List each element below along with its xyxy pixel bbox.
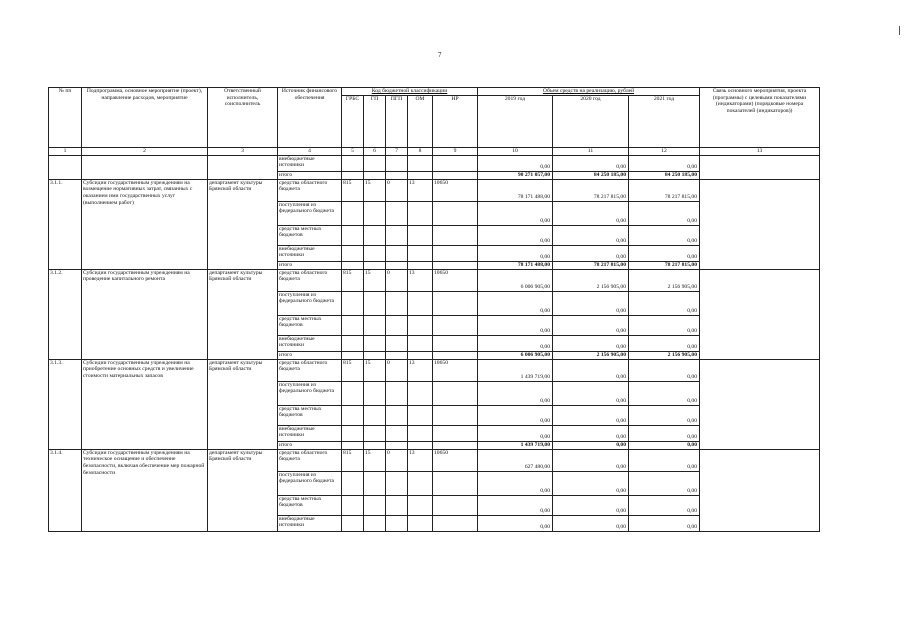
- amount-cell: 78 217 815,00: [629, 261, 700, 269]
- budget-code-cell: [364, 515, 386, 531]
- budget-code-cell: 0: [386, 449, 408, 471]
- item-number: 3.1.1.: [49, 179, 82, 269]
- budget-code-cell: [408, 351, 433, 359]
- amount-cell: 78 217 815,00: [553, 261, 629, 269]
- source-label: средства областного бюджета: [278, 359, 342, 381]
- amount-cell: 0,00: [553, 335, 629, 351]
- column-number: 13: [700, 148, 820, 156]
- column-number: 9: [433, 148, 478, 156]
- amount-cell: 78 217 815,00: [553, 179, 629, 201]
- amount-cell: 627 480,00: [478, 449, 553, 471]
- source-label: средства местных бюджетов: [278, 225, 342, 245]
- source-label: итого: [278, 171, 342, 179]
- header-2021: 2021 год: [629, 96, 700, 148]
- amount-cell: 0,00: [629, 405, 700, 425]
- amount-cell: 0,00: [629, 381, 700, 405]
- budget-code-cell: 13: [408, 449, 433, 471]
- column-number: 8: [408, 148, 433, 156]
- source-label: внебюджетные источники: [278, 335, 342, 351]
- amount-cell: 0,00: [629, 449, 700, 471]
- budget-code-cell: 15: [364, 269, 386, 291]
- amount-cell: 0,00: [478, 201, 553, 225]
- budget-code-cell: [386, 261, 408, 269]
- table-row: [49, 449, 820, 471]
- budget-code-cell: 10650: [433, 449, 478, 471]
- source-label: поступления из федерального бюджета: [278, 471, 342, 495]
- indicator-link-cell: [700, 449, 820, 531]
- header-num: № пп: [49, 88, 82, 148]
- source-label: поступления из федерального бюджета: [278, 291, 342, 315]
- budget-code-cell: [364, 315, 386, 335]
- budget-code-cell: [386, 425, 408, 441]
- budget-code-cell: [433, 261, 478, 269]
- budget-code-cell: [342, 425, 364, 441]
- budget-code-cell: [433, 201, 478, 225]
- amount-cell: 0,00: [478, 155, 553, 171]
- amount-cell: 0,00: [478, 315, 553, 335]
- amount-cell: 0,00: [629, 201, 700, 225]
- header-responsible: Ответственный исполнитель, соисполнитель: [208, 88, 278, 148]
- budget-code-cell: [364, 495, 386, 515]
- amount-cell: 0,00: [629, 515, 700, 531]
- amount-cell: 0,00: [478, 381, 553, 405]
- amount-cell: 0,00: [553, 201, 629, 225]
- column-number: 7: [386, 148, 408, 156]
- amount-cell: 0,00: [629, 335, 700, 351]
- column-number: 12: [629, 148, 700, 156]
- budget-code-cell: [386, 291, 408, 315]
- amount-cell: 84 250 185,00: [553, 171, 629, 179]
- amount-cell: 0,00: [478, 291, 553, 315]
- table-row: [49, 269, 820, 291]
- budget-code-cell: [433, 225, 478, 245]
- amount-cell: 1 439 719,00: [478, 359, 553, 381]
- budget-code-cell: [408, 335, 433, 351]
- source-label: поступления из федерального бюджета: [278, 381, 342, 405]
- budget-code-cell: 0: [386, 179, 408, 201]
- budget-code-cell: 815: [342, 179, 364, 201]
- budget-code-cell: [433, 425, 478, 441]
- budget-code-cell: 10650: [433, 179, 478, 201]
- budget-code-cell: [433, 351, 478, 359]
- item-responsible: департамент культуры Брянской области: [208, 449, 278, 531]
- budget-code-cell: [364, 201, 386, 225]
- amount-cell: 0,00: [629, 359, 700, 381]
- amount-cell: 6 006 905,00: [478, 351, 553, 359]
- amount-cell: 0,00: [553, 291, 629, 315]
- column-number: 4: [278, 148, 342, 156]
- column-number: 1: [49, 148, 82, 156]
- source-label: внебюджетные источники: [278, 425, 342, 441]
- amount-cell: 0,00: [629, 471, 700, 495]
- budget-code-cell: [386, 381, 408, 405]
- amount-cell: 0,00: [553, 155, 629, 171]
- budget-code-cell: 13: [408, 179, 433, 201]
- budget-code-cell: [342, 515, 364, 531]
- page-number: 7: [438, 51, 442, 59]
- item-responsible: департамент культуры Брянской области: [208, 179, 278, 269]
- budget-code-cell: [386, 225, 408, 245]
- budget-code-cell: [386, 335, 408, 351]
- table-row: [49, 359, 820, 381]
- amount-cell: 0,00: [629, 441, 700, 449]
- budget-code-cell: [408, 245, 433, 261]
- budget-code-cell: [433, 471, 478, 495]
- budget-code-cell: [364, 291, 386, 315]
- amount-cell: 0,00: [478, 335, 553, 351]
- budget-code-cell: [386, 405, 408, 425]
- budget-code-cell: [408, 495, 433, 515]
- item-name: Субсидии государственным учреждениям на приобретение основных средств и увеличение стоимости материальных запасов: [82, 359, 208, 449]
- budget-table: [48, 87, 820, 532]
- budget-code-cell: [342, 335, 364, 351]
- budget-code-cell: [364, 441, 386, 449]
- budget-code-cell: 815: [342, 269, 364, 291]
- header-grbs: ГРБС: [342, 96, 364, 148]
- budget-code-cell: [386, 201, 408, 225]
- source-label: средства местных бюджетов: [278, 405, 342, 425]
- item-responsible: департамент культуры Брянской области: [208, 359, 278, 449]
- header-volume-group: Объем средств на реализацию, рублей: [478, 88, 700, 96]
- source-label: поступления из федерального бюджета: [278, 201, 342, 225]
- budget-code-cell: [433, 381, 478, 405]
- amount-cell: 0,00: [553, 315, 629, 335]
- amount-cell: 0,00: [478, 515, 553, 531]
- item-number: 3.1.4.: [49, 449, 82, 531]
- source-label: итого: [278, 261, 342, 269]
- header-om: ОМ: [408, 96, 433, 148]
- budget-code-cell: [364, 471, 386, 495]
- budget-code-cell: [408, 381, 433, 405]
- budget-code-cell: [342, 471, 364, 495]
- budget-code-cell: [433, 515, 478, 531]
- amount-cell: 0,00: [553, 515, 629, 531]
- header-link: Связь основного мероприятия, проекта (программы) с целевыми показателями (индикаторами) (порядковые номера показателей (индикаторов)): [700, 88, 820, 148]
- amount-cell: 0,00: [553, 225, 629, 245]
- budget-code-cell: [342, 405, 364, 425]
- amount-cell: 0,00: [478, 425, 553, 441]
- budget-code-cell: 15: [364, 179, 386, 201]
- item-number: 3.1.2.: [49, 269, 82, 359]
- budget-code-cell: 13: [408, 359, 433, 381]
- amount-cell: 0,00: [629, 495, 700, 515]
- budget-code-cell: [386, 441, 408, 449]
- budget-code-cell: [342, 441, 364, 449]
- budget-code-cell: [364, 225, 386, 245]
- budget-code-cell: [408, 261, 433, 269]
- amount-cell: 0,00: [478, 225, 553, 245]
- budget-code-cell: [386, 515, 408, 531]
- amount-cell: 1 439 719,00: [478, 441, 553, 449]
- budget-code-cell: 10650: [433, 359, 478, 381]
- budget-code-cell: [386, 471, 408, 495]
- budget-code-cell: 815: [342, 449, 364, 471]
- source-label: внебюджетные источники: [278, 245, 342, 261]
- budget-code-cell: [342, 225, 364, 245]
- header-np: НР: [433, 96, 478, 148]
- amount-cell: 0,00: [553, 495, 629, 515]
- header-pgp: ПГП: [386, 96, 408, 148]
- header-source: Источник финансового обеспечения: [278, 88, 342, 148]
- budget-code-cell: [342, 351, 364, 359]
- source-label: средства местных бюджетов: [278, 495, 342, 515]
- amount-cell: 2 156 905,00: [629, 269, 700, 291]
- item-responsible: департамент культуры Брянской области: [208, 269, 278, 359]
- amount-cell: 0,00: [553, 381, 629, 405]
- amount-cell: 90 271 057,00: [478, 171, 553, 179]
- amount-cell: 0,00: [629, 291, 700, 315]
- source-label: внебюджетные источники: [278, 155, 342, 171]
- budget-code-cell: [408, 405, 433, 425]
- amount-cell: 0,00: [553, 449, 629, 471]
- budget-code-cell: 0: [386, 269, 408, 291]
- budget-code-cell: 10650: [433, 269, 478, 291]
- amount-cell: 0,00: [629, 225, 700, 245]
- budget-code-cell: [342, 495, 364, 515]
- budget-code-cell: [408, 315, 433, 335]
- source-label: итого: [278, 351, 342, 359]
- amount-cell: 0,00: [553, 359, 629, 381]
- budget-code-cell: [408, 201, 433, 225]
- table-row: [49, 179, 820, 201]
- budget-code-cell: [433, 335, 478, 351]
- source-label: средства областного бюджета: [278, 449, 342, 471]
- amount-cell: 0,00: [553, 471, 629, 495]
- column-number: 11: [553, 148, 629, 156]
- item-name: Субсидии государственным учреждениям на техническое оснащение и обеспечение безопасности, включая обеспечение мер пожарной безопасности: [82, 449, 208, 531]
- header-name: Подпрограмма, основное мероприятие (проект), направление расходов, мероприятие: [82, 88, 208, 148]
- source-label: средства областного бюджета: [278, 269, 342, 291]
- budget-code-cell: [364, 351, 386, 359]
- budget-code-cell: [342, 261, 364, 269]
- source-label: средства областного бюджета: [278, 179, 342, 201]
- budget-code-cell: [408, 425, 433, 441]
- header-2019: 2019 год: [478, 96, 553, 148]
- budget-code-cell: [364, 381, 386, 405]
- amount-cell: 0,00: [553, 245, 629, 261]
- budget-code-cell: [364, 425, 386, 441]
- amount-cell: 6 006 905,00: [478, 269, 553, 291]
- item-name: Субсидии государственным учреждениям на возмещение нормативных затрат, связанных с оказанием ими государственных услуг (выполнением работ): [82, 179, 208, 269]
- column-number: 2: [82, 148, 208, 156]
- column-number: 5: [342, 148, 364, 156]
- budget-code-cell: [364, 335, 386, 351]
- amount-cell: 0,00: [553, 405, 629, 425]
- header-gp: ГП: [364, 96, 386, 148]
- amount-cell: 2 156 905,00: [553, 269, 629, 291]
- budget-code-cell: [342, 291, 364, 315]
- budget-code-cell: [386, 315, 408, 335]
- amount-cell: 2 156 905,00: [553, 351, 629, 359]
- source-label: итого: [278, 441, 342, 449]
- source-label: внебюджетные источники: [278, 515, 342, 531]
- budget-code-cell: 13: [408, 269, 433, 291]
- column-number-row: [49, 148, 820, 156]
- header-row-1: [49, 88, 820, 96]
- budget-code-cell: [342, 381, 364, 405]
- amount-cell: 0,00: [629, 245, 700, 261]
- source-label: средства местных бюджетов: [278, 315, 342, 335]
- budget-code-cell: 15: [364, 359, 386, 381]
- amount-cell: 0,00: [478, 245, 553, 261]
- budget-code-cell: [433, 495, 478, 515]
- header-2020: 2020 год: [553, 96, 629, 148]
- budget-code-cell: [408, 441, 433, 449]
- indicator-link-cell: [700, 359, 820, 449]
- budget-code-cell: 815: [342, 359, 364, 381]
- column-number: 10: [478, 148, 553, 156]
- amount-cell: 0,00: [478, 405, 553, 425]
- amount-cell: 0,00: [478, 495, 553, 515]
- budget-code-cell: [433, 315, 478, 335]
- budget-code-cell: [433, 441, 478, 449]
- budget-code-cell: [364, 405, 386, 425]
- budget-code-cell: [408, 471, 433, 495]
- budget-code-cell: [342, 201, 364, 225]
- budget-code-cell: 15: [364, 449, 386, 471]
- amount-cell: 0,00: [553, 441, 629, 449]
- budget-code-cell: [433, 245, 478, 261]
- table-row: [49, 155, 820, 171]
- amount-cell: 0,00: [629, 315, 700, 335]
- budget-code-cell: [342, 245, 364, 261]
- edge-mark: [899, 26, 900, 35]
- budget-code-cell: [408, 291, 433, 315]
- item-number: 3.1.3.: [49, 359, 82, 449]
- budget-code-cell: [364, 245, 386, 261]
- budget-code-cell: [386, 351, 408, 359]
- budget-code-cell: [408, 225, 433, 245]
- amount-cell: 78 171 488,00: [478, 179, 553, 201]
- amount-cell: 0,00: [478, 471, 553, 495]
- amount-cell: 84 250 185,00: [629, 171, 700, 179]
- budget-code-cell: 0: [386, 359, 408, 381]
- indicator-link-cell: [700, 269, 820, 359]
- budget-code-cell: [433, 291, 478, 315]
- amount-cell: 0,00: [553, 425, 629, 441]
- amount-cell: 0,00: [629, 155, 700, 171]
- budget-code-cell: [342, 315, 364, 335]
- amount-cell: 78 217 815,00: [629, 179, 700, 201]
- amount-cell: 0,00: [629, 425, 700, 441]
- amount-cell: 78 171 488,00: [478, 261, 553, 269]
- budget-code-cell: [364, 261, 386, 269]
- budget-code-cell: [386, 495, 408, 515]
- column-number: 6: [364, 148, 386, 156]
- header-code-group: Код бюджетной классификации: [342, 88, 478, 96]
- column-number: 3: [208, 148, 278, 156]
- indicator-link-cell: [700, 179, 820, 269]
- amount-cell: 2 156 905,00: [629, 351, 700, 359]
- budget-code-cell: [433, 405, 478, 425]
- budget-code-cell: [408, 515, 433, 531]
- budget-code-cell: [386, 245, 408, 261]
- item-name: Субсидии государственным учреждениям на проведение капитального ремонта: [82, 269, 208, 359]
